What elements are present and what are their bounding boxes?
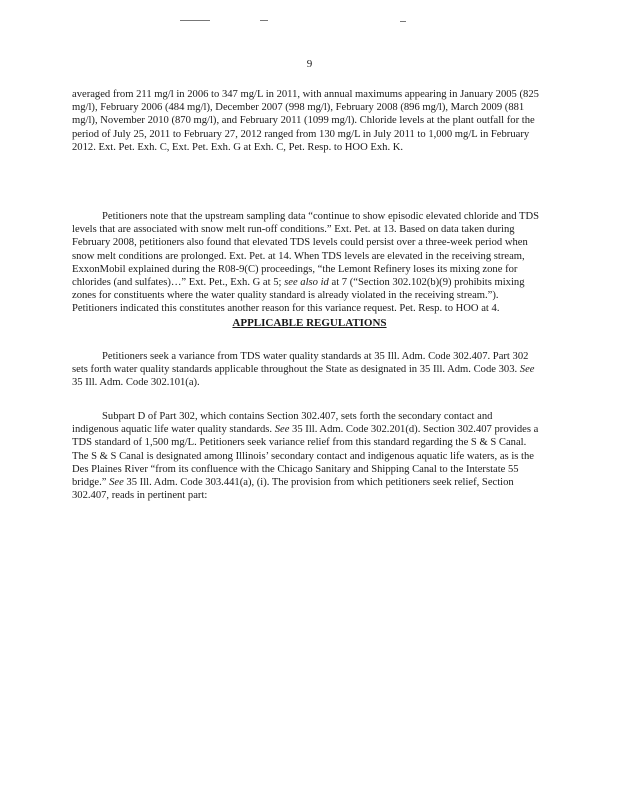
citation-signal: See bbox=[519, 364, 535, 376]
citation-signal: See bbox=[274, 424, 290, 436]
section-heading: APPLICABLE REGULATIONS bbox=[232, 317, 387, 329]
scan-artifact bbox=[260, 20, 268, 21]
paragraph-text: 35 Ill. Adm. Code 302.201(d). Section 302.407 provides a TDS standard of 1,500 mg/L. Petitioners seek variance relief from this standard regarding the S & S Canal. The S & S Canal is designated among Illinois’ secondary contact and indigenous aquatic life waters, as is the Des Plaines River “from its confluence with the Chicago Sanitary and Shipping Canal to the Interstate 55 bridge.” bbox=[72, 424, 539, 489]
page-number: 9 bbox=[306, 58, 313, 70]
citation-signal: See bbox=[109, 477, 124, 489]
scan-artifact bbox=[400, 21, 406, 22]
paragraph-text: 35 Ill. Adm. Code 302.101(a). bbox=[72, 377, 200, 389]
paragraph-text: Petitioners note that the upstream sampling data “continue to show episodic elevated chloride and TDS levels that are associated with snow melt run-off conditions.” Ext. Pet. at 13. Based on data taken during February 2008, petitioners also found that elevated TDS levels could persist over a three-week period when snow melt conditions are prolonged. Ext. Pet. at 14. When TDS levels are elevated in the receiving stream, ExxonMobil explained during the R08-9(C) proceedings, “the Lemont Refinery loses its mixing zone for chlorides (and sulfates)…” Ext. Pet., Exh. G at 5; bbox=[72, 211, 539, 289]
paragraph-text: averaged from 211 mg/l in 2006 to 347 mg/L in 2011, with annual maximums appearing in January 2005 (825 mg/l), February 2006 (484 mg/l), December 2007 (998 mg/l), February 2008 (896 mg/l), March 2009 (881 mg/l), November 2010 (870 mg/l), and February 2011 (1099 mg/l). Chloride levels at the plant outfall for the period of July 25, 2011 to February 27, 2012 ranged from 130 mg/L in July 2011 to 1,000 mg/L in February 2012. Ext. Pet. Exh. C, Ext. Pet. Exh. G at Exh. C, Pet. Resp. to HOO Exh. K. bbox=[72, 89, 539, 153]
paragraph-text: Subpart D of Part 302, which contains Section 302.407, sets forth the secondary contact and indigenous aquatic life water quality standards. bbox=[72, 411, 493, 436]
paragraph-text: 35 Ill. Adm. Code 303.441(a), (i). The provision from which petitioners seek relief, Section 302.407, reads in pertinent part: bbox=[72, 477, 514, 502]
citation-signal: see also id bbox=[284, 277, 329, 289]
paragraph-upstream-sampling bbox=[72, 210, 540, 316]
scan-artifact bbox=[180, 20, 210, 21]
paragraph-chloride-levels bbox=[72, 88, 540, 154]
paragraph-variance-request bbox=[72, 350, 540, 390]
paragraph-text: Petitioners seek a variance from TDS water quality standards at 35 Ill. Adm. Code 302.407. Part 302 sets forth water quality standards applicable throughout the State as designated in 35 Ill. Adm. Code 303. bbox=[72, 351, 529, 376]
paragraph-subpart-d bbox=[72, 410, 540, 502]
paragraph-text: at 7 (“Section 302.102(b)(9) prohibits mixing zones for constituents where the water quality standard is already violated in the receiving stream.”). Petitioners indicated this constitutes another reason for this variance request. Pet. Resp. to HOO at 4. bbox=[72, 277, 525, 315]
